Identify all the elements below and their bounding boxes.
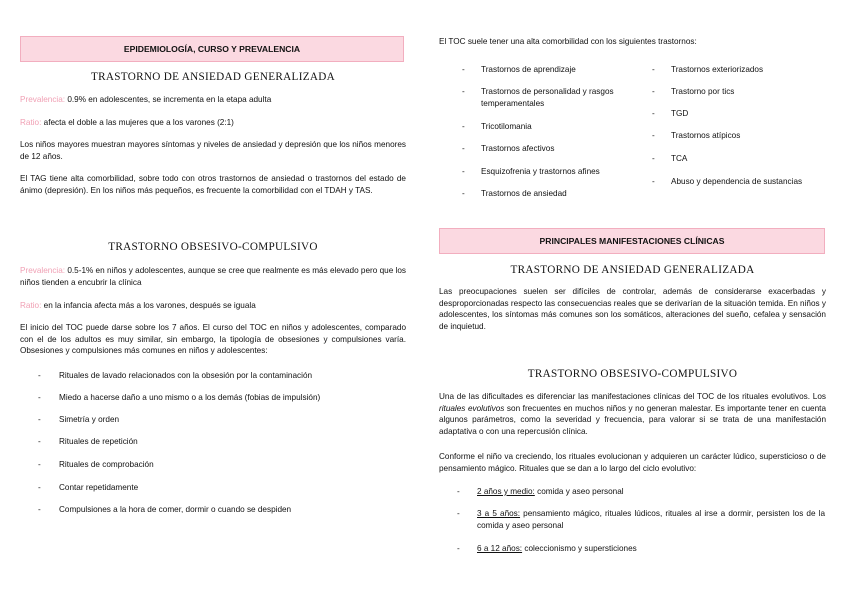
- toc-heading-right: TRASTORNO OBSESIVO-COMPULSIVO: [527, 368, 738, 380]
- tag-manifestations-paragraph: Las preocupaciones suelen ser difíciles de controlar, además de considerarse exacerbadas y desproporcionadas respecto las consecuencias reales que se derivarían de la situación temida. En niños y adolescentes, los síntomas más comunes son los somáticos, alteraciones del sueño, cefalea y sensación de inquietud.: [439, 287, 826, 331]
- comorbidity-intro: El TOC suele tener una alta comorbilidad con los siguientes trastornos:: [439, 37, 697, 46]
- tag-prevalencia: [20, 94, 406, 106]
- ritual-age: 6 a 12 años:: [477, 544, 523, 553]
- prevalencia-text: 0.5-1% en niños y adolescentes, aunque se cree que realmente es más elevado pero que los niños tienden a encubrir la clínica: [20, 266, 406, 287]
- ratio-text: afecta el doble a las mujeres que a los varones (2:1): [43, 118, 234, 127]
- ratio-label: Ratio:: [20, 301, 42, 310]
- toc-prevalencia: [20, 265, 406, 288]
- tag-paragraph-1: Los niños mayores muestran mayores síntomas y niveles de ansiedad y depresión que los niños menores de 12 años.: [20, 140, 406, 161]
- toc-heading-left: TRASTORNO OBSESIVO-COMPULSIVO: [108, 241, 318, 253]
- prevalencia-label: Prevalencia:: [20, 95, 66, 104]
- manifestations-banner: PRINCIPALES MANIFESTACIONES CLÍNICAS: [439, 228, 825, 254]
- prevalencia-text: 0.9% en adolescentes, se incrementa en la etapa adulta: [67, 95, 272, 104]
- toc-manifestations-paragraph-2: Conforme el niño va creciendo, los rituales evolucionan y adquieren un carácter lúdico, supersticioso o de pensamiento mágico. Rituales que se dan a lo largo del ciclo evolutivo:: [439, 452, 826, 473]
- ratio-label: Ratio:: [20, 118, 42, 127]
- ritual-age: 2 años y medio:: [477, 487, 535, 496]
- ritual-age: 3 a 5 años:: [477, 509, 521, 518]
- epidemiology-banner: EPIDEMIOLOGÍA, CURSO Y PREVALENCIA: [20, 36, 404, 62]
- tag-heading-left: TRASTORNO DE ANSIEDAD GENERALIZADA: [91, 71, 335, 83]
- tag-ratio: [20, 117, 406, 129]
- toc-manifestations-paragraph-1: Una de las dificultades es diferenciar las manifestaciones clínicas del TOC de los rituales evolutivos. Los rituales evolutivos son frecuentes en muchos niños y no generan malestar. Es importante tener en cuenta algunos parámetros, como la severidad y frecuencia, para valorar si se trata de una manifestación adaptativa o con una repercusión clínica.: [439, 392, 826, 436]
- tag-paragraph-2: El TAG tiene alta comorbilidad, sobre todo con otros trastornos de ansiedad o trastornos del estado de ánimo (depresión). En los niños más pequeños, es frecuente la comorbilidad con el TDAH y TAS.: [20, 174, 406, 195]
- rituales-evolutivos-term: rituales evolutivos: [439, 403, 505, 413]
- tag-heading-right: TRASTORNO DE ANSIEDAD GENERALIZADA: [510, 264, 755, 276]
- toc-ratio: [20, 300, 406, 312]
- toc-paragraph-1: El inicio del TOC puede darse sobre los 7 años. El curso del TOC en niños y adolescentes, comparado con el de los adultos es muy similar, sin embargo, la tipología de obsesiones y compulsiones varía. Obsesiones y compulsiones más comunes en niños y adolescentes:: [20, 323, 406, 355]
- prevalencia-label: Prevalencia:: [20, 266, 66, 275]
- ratio-text: en la infancia afecta más a los varones, después se iguala: [43, 301, 256, 310]
